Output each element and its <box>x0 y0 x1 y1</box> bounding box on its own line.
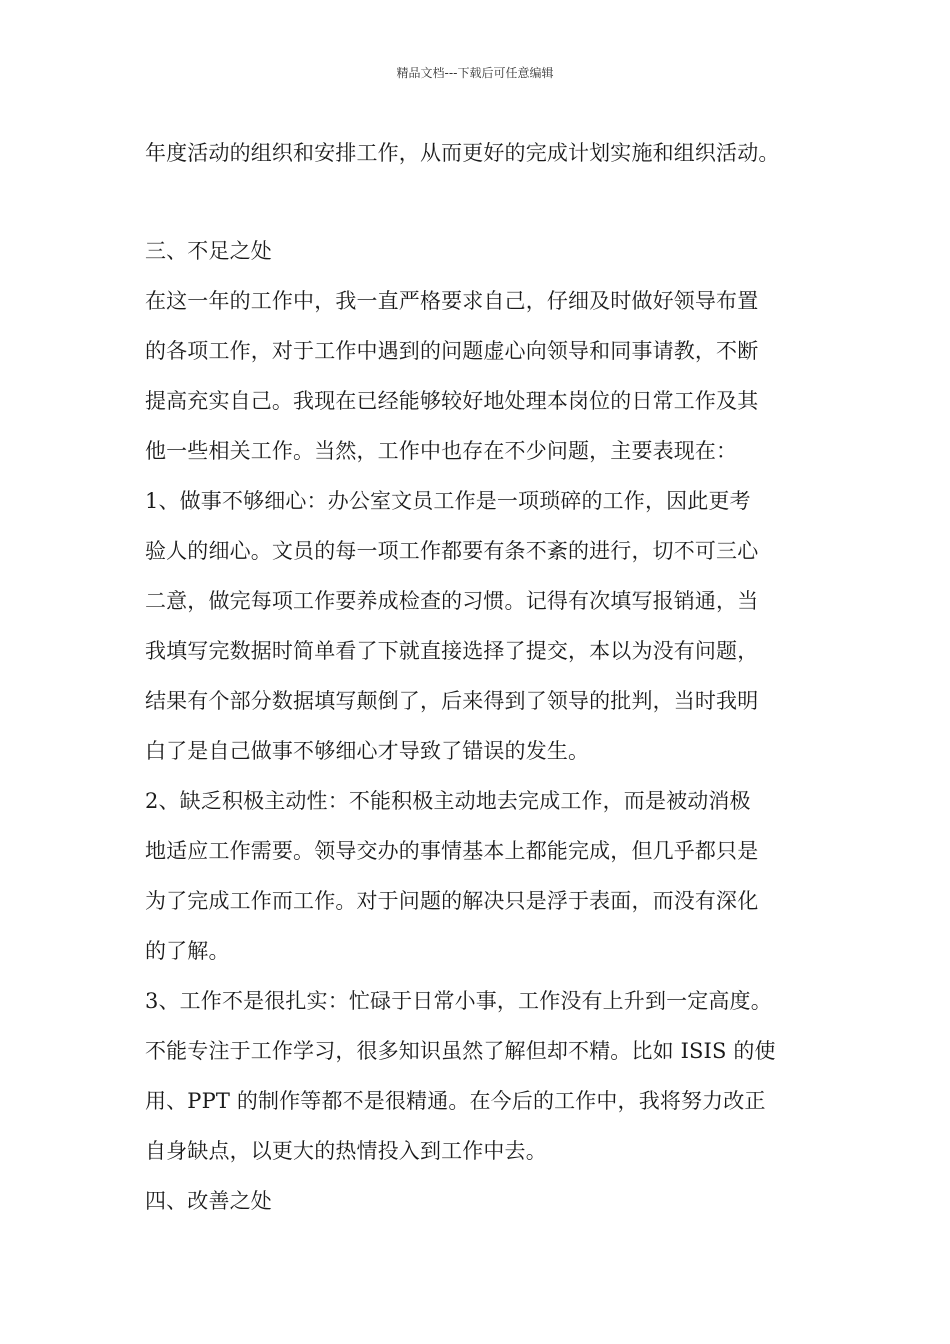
text-line: 用、PPT 的制作等都不是很精通。在今后的工作中，我将努力改正 <box>145 1089 766 1113</box>
text-line: 提高充实自己。我现在已经能够较好地处理本岗位的日常工作及其 <box>145 389 759 413</box>
section-heading: 四、改善之处 <box>145 1189 272 1213</box>
page-header: 精品文档---下载后可任意编辑 <box>396 66 554 80</box>
text-line: 他一些相关工作。当然，工作中也存在不少问题，主要表现在： <box>145 439 738 463</box>
text-line: 验人的细心。文员的每一项工作都要有条不紊的进行，切不可三心 <box>145 539 759 563</box>
text-line: 3、工作不是很扎实：忙碌于日常小事，工作没有上升到一定高度。 <box>145 989 772 1013</box>
text-line: 的各项工作，对于工作中遇到的问题虚心向领导和同事请教，不断 <box>145 339 759 363</box>
text-line: 为了完成工作而工作。对于问题的解决只是浮于表面，而没有深化 <box>145 889 759 913</box>
text-line: 结果有个部分数据填写颠倒了，后来得到了领导的批判，当时我明 <box>145 689 759 713</box>
text-line: 在这一年的工作中，我一直严格要求自己，仔细及时做好领导布置 <box>145 289 759 313</box>
text-line: 我填写完数据时简单看了下就直接选择了提交，本以为没有问题， <box>145 639 759 663</box>
text-line: 白了是自己做事不够细心才导致了错误的发生。 <box>145 739 590 763</box>
text-line: 不能专注于工作学习，很多知识虽然了解但却不精。比如 ISIS 的使 <box>145 1039 776 1063</box>
text-line: 2、缺乏积极主动性：不能积极主动地去完成工作，而是被动消极 <box>145 789 751 813</box>
text-line: 地适应工作需要。领导交办的事情基本上都能完成，但几乎都只是 <box>145 839 759 863</box>
text-line: 的了解。 <box>145 939 230 963</box>
text-line: 1、做事不够细心：办公室文员工作是一项琐碎的工作，因此更考 <box>145 489 751 513</box>
text-line: 自身缺点，以更大的热情投入到工作中去。 <box>145 1139 547 1163</box>
section-heading: 三、不足之处 <box>145 239 272 263</box>
text-line: 二意，做完每项工作要养成检查的习惯。记得有次填写报销通，当 <box>145 589 759 613</box>
text-line: 年度活动的组织和安排工作，从而更好的完成计划实施和组织活动。 <box>145 141 780 165</box>
